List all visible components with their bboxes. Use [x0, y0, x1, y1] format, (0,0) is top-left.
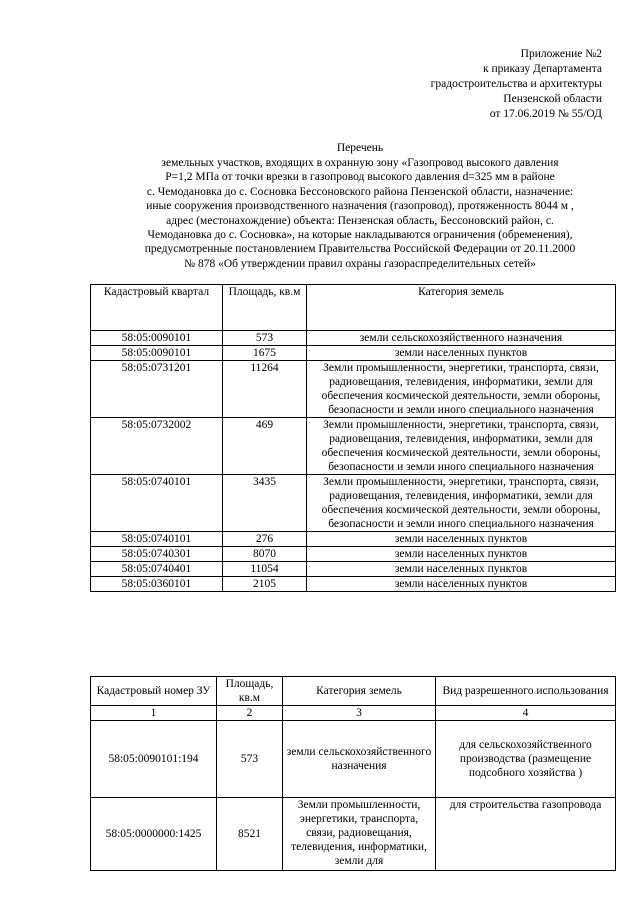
quarter-cell: 58:05:0090101 — [91, 331, 223, 346]
area-cell: 11264 — [223, 361, 307, 418]
area-cell: 573 — [223, 331, 307, 346]
appendix-line: Приложение №2 — [520, 48, 602, 60]
area-cell: 573 — [217, 721, 283, 798]
table-row — [91, 532, 616, 547]
category-cell: земли населенных пунктов — [307, 547, 616, 562]
table-row — [91, 798, 616, 871]
header-cell: Кадастровый квартал — [91, 285, 223, 331]
category-cell: земли сельскохозяйственного назначения — [283, 721, 436, 798]
column-number: 1 — [91, 706, 217, 721]
area-cell: 8521 — [217, 798, 283, 871]
title-line: с. Чемодановка до с. Сосновка Бессоновского района Пензенской области, назначение: — [146, 185, 574, 198]
category-cell: земли сельскохозяйственного назначения — [307, 331, 616, 346]
appendix-line: Пензенской области — [503, 93, 602, 105]
table-row — [91, 475, 616, 532]
column-number: 2 — [217, 706, 283, 721]
quarter-cell: 58:05:0740401 — [91, 562, 223, 577]
area-cell: 469 — [223, 418, 307, 475]
column-number: 4 — [436, 706, 616, 721]
category-cell: земли населенных пунктов — [307, 577, 616, 592]
category-cell: земли населенных пунктов — [307, 562, 616, 577]
category-cell: Земли промышленности, энергетики, транспорта, связи, радиовещания, телевидения, информатики, земли для обеспечения космической деятельности, земли обороны, безопасности и земли иного специального назначения — [307, 475, 616, 532]
document-title — [95, 141, 625, 271]
appendix-line: к приказу Департамента — [483, 63, 602, 75]
table-row — [91, 418, 616, 475]
quarter-cell: 58:05:0360101 — [91, 577, 223, 592]
quarter-cell: 58:05:0090101 — [91, 346, 223, 361]
column-number: 3 — [283, 706, 436, 721]
quarter-cell: 58:05:0731201 — [91, 361, 223, 418]
area-cell: 276 — [223, 532, 307, 547]
table-row — [91, 577, 616, 592]
category-cell: земли населенных пунктов — [307, 346, 616, 361]
title-line: Чемодановка до с. Сосновка», на которые накладываются ограничения (обременения), — [147, 229, 573, 242]
category-cell: Земли промышленности, энергетики, транспорта, связи, радиовещания, телевидения, информатики, земли для обеспечения космической деятельности, земли обороны, безопасности и земли иного специального назначения — [307, 361, 616, 418]
area-cell: 11054 — [223, 562, 307, 577]
cadastral-quarters-table — [90, 284, 616, 592]
header-cell: Площадь, кв.м — [223, 285, 307, 331]
title-line: иные сооружения производственного назначения (газопровод), протяженность 8044 м , — [146, 200, 574, 213]
quarter-cell: 58:05:0740301 — [91, 547, 223, 562]
category-cell: Земли промышленности, энергетики, транспорта, связи, радиовещания, телевидения, информатики, земли для обеспечения космической деятельности, земли обороны, безопасности и земли иного специального назначения — [307, 418, 616, 475]
header-cell: Площадь, кв.м — [217, 677, 283, 706]
title-line: предусмотренные постановлением Правительства Российской Федерации от 20.11.2000 — [144, 243, 576, 256]
title-line: адрес (местонахождение) объекта: Пензенская область, Бессоновский район, с. — [166, 214, 554, 227]
area-cell: 2105 — [223, 577, 307, 592]
area-cell: 1675 — [223, 346, 307, 361]
appendix-block — [272, 47, 602, 122]
table-row — [91, 331, 616, 346]
table-header-row — [91, 677, 616, 706]
header-cell: Категория земель — [307, 285, 616, 331]
table-row — [91, 346, 616, 361]
table-row — [91, 361, 616, 418]
quarter-cell: 58:05:0732002 — [91, 418, 223, 475]
header-cell: Вид разрешенного использования — [436, 677, 616, 706]
title-line: № 878 «Об утверждении правил охраны газораспределительных сетей» — [184, 257, 536, 270]
plot-number-cell: 58:05:0000000:1425 — [91, 798, 217, 871]
appendix-line: градостроительства и архитектуры — [430, 78, 602, 90]
table-header-row — [91, 285, 616, 331]
header-cell: Кадастровый номер ЗУ — [91, 677, 217, 706]
column-number-row — [91, 706, 616, 721]
quarter-cell: 58:05:0740101 — [91, 475, 223, 532]
title-line: земельных участков, входящих в охранную зону «Газопровод высокого давления — [161, 157, 559, 169]
category-cell: земли населенных пунктов — [307, 532, 616, 547]
table-row — [91, 562, 616, 577]
appendix-line: от 17.06.2019 № 55/ОД — [489, 108, 602, 120]
category-cell: Земли промышленности, энергетики, транспорта, связи, радиовещания, телевидения, информатики, земли для — [283, 798, 436, 871]
quarter-cell: 58:05:0740101 — [91, 532, 223, 547]
table-row — [91, 547, 616, 562]
use-cell: для сельскохозяйственного производства (размещение подсобного хозяйства ) — [436, 721, 616, 798]
area-cell: 8070 — [223, 547, 307, 562]
title-line: P=1,2 МПа от точки врезки в газопровод высокого давления d=325 мм в районе — [165, 171, 555, 184]
header-cell: Категория земель — [283, 677, 436, 706]
land-plots-table — [90, 676, 616, 871]
title-heading: Перечень — [336, 142, 384, 154]
table-row — [91, 721, 616, 798]
use-cell: для строительства газопровода — [436, 798, 616, 871]
area-cell: 3435 — [223, 475, 307, 532]
plot-number-cell: 58:05:0090101:194 — [91, 721, 217, 798]
